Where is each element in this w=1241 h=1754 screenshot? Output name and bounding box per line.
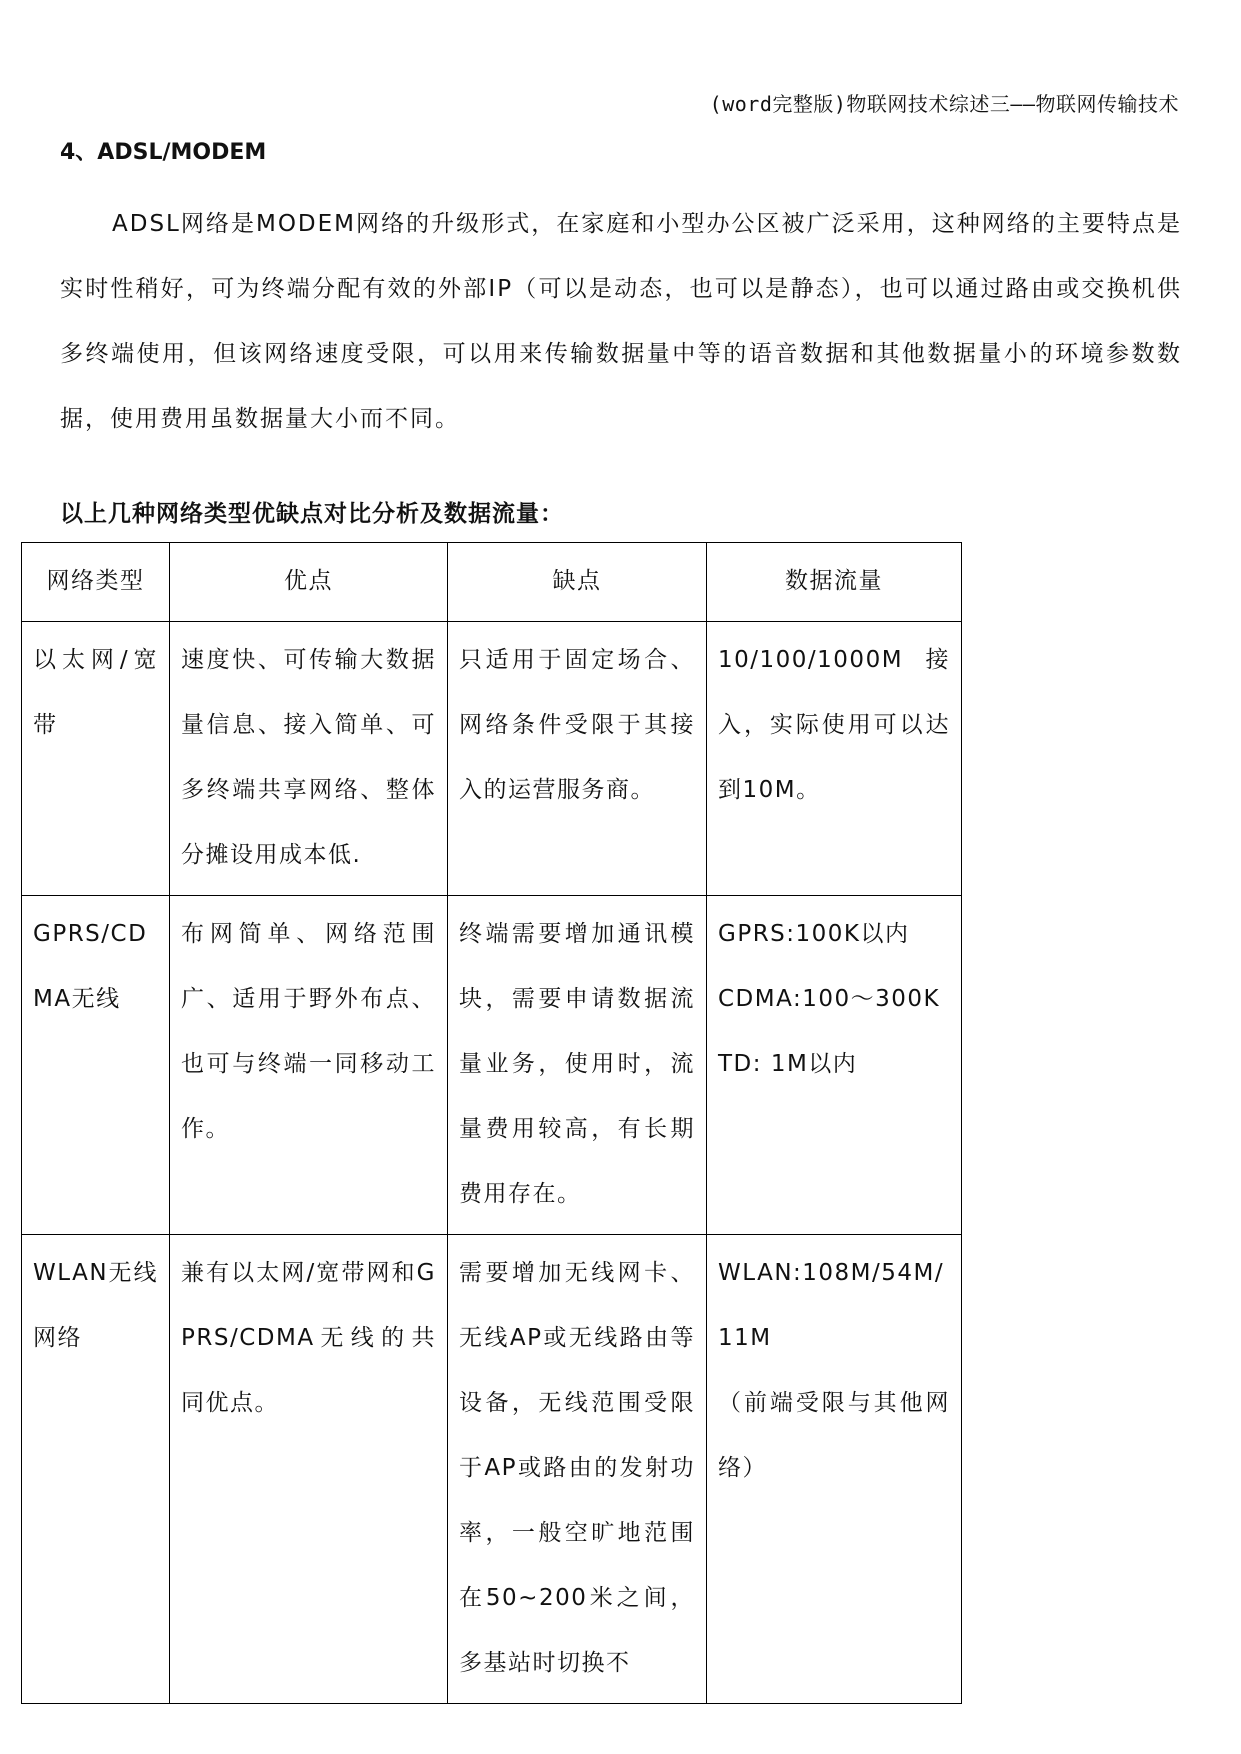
traffic-line: WLAN:108M/54M/11M (718, 1260, 945, 1351)
table-header-row (22, 543, 962, 622)
cell-cons: 需要增加无线网卡、无线AP或无线路由等设备，无线范围受限于AP或路由的发射功率，一般空旷地范围在50~200米之间，多基站时切换不 (448, 1235, 707, 1704)
cell-traffic (707, 622, 962, 896)
cell-pros: 速度快、可传输大数据量信息、接入简单、可多终端共享网络、整体分摊设用成本低. (170, 622, 448, 896)
table-row (22, 896, 962, 1235)
cell-traffic (707, 1235, 962, 1704)
table-caption: 以上几种网络类型优缺点对比分析及数据流量： (60, 501, 564, 527)
body-paragraph: ADSL网络是MODEM网络的升级形式，在家庭和小型办公区被广泛采用，这种网络的主要特点是实时性稍好，可为终端分配有效的外部IP（可以是动态，也可以是静态），也可以通过路由或交换机供多终端使用，但该网络速度受限，可以用来传输数据量中等的语音数据和其他数据量小的环境参数数据，使用费用虽数据量大小而不同。 (60, 211, 1182, 432)
cell-traffic (707, 896, 962, 1235)
page-header: (word完整版)物联网技术综述三——物联网传输技术 (709, 92, 1179, 116)
header-traffic: 数据流量 (707, 543, 962, 622)
table-row (22, 1235, 962, 1704)
header-cons: 缺点 (448, 543, 707, 622)
section-heading: 4、ADSL/MODEM (60, 140, 267, 165)
header-network-type: 网络类型 (22, 543, 170, 622)
header-pros: 优点 (170, 543, 448, 622)
comparison-table (21, 542, 962, 1704)
cell-cons: 只适用于固定场合、网络条件受限于其接入的运营服务商。 (448, 622, 707, 896)
cell-network-type: WLAN无线网络 (22, 1235, 170, 1704)
table-row (22, 622, 962, 896)
cell-cons: 终端需要增加通讯模块，需要申请数据流量业务，使用时，流量费用较高，有长期费用存在。 (448, 896, 707, 1235)
traffic-line: GPRS:100K以内 (718, 921, 910, 947)
traffic-line: 10/100/1000M 接入，实际使用可以达到10M。 (718, 647, 950, 803)
traffic-line: （前端受限与其他网络） (718, 1390, 950, 1481)
cell-pros: 兼有以太网/宽带网和GPRS/CDMA无线的共同优点。 (170, 1235, 448, 1704)
cell-pros: 布网简单、网络范围广、适用于野外布点、也可与终端一同移动工作。 (170, 896, 448, 1235)
traffic-line: CDMA:100～300K (718, 986, 941, 1012)
cell-network-type: GPRS/CDMA无线 (22, 896, 170, 1235)
cell-network-type: 以太网/宽带 (22, 622, 170, 896)
traffic-line: TD: 1M以内 (718, 1051, 858, 1077)
